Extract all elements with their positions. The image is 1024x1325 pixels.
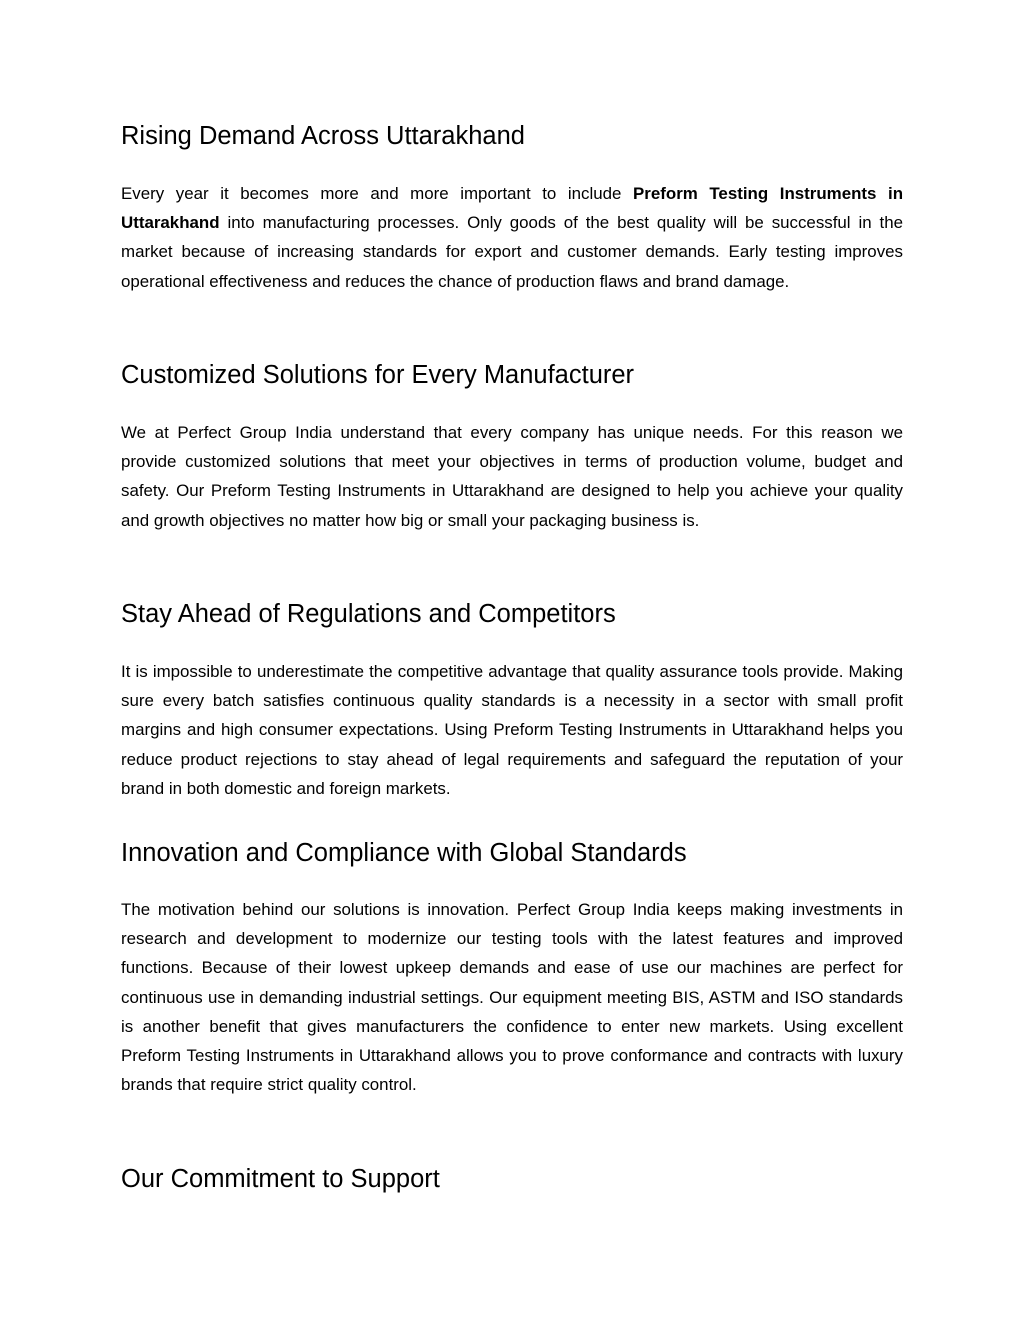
heading-commitment-support: Our Commitment to Support: [121, 1165, 440, 1193]
heading-rising-demand: Rising Demand Across Uttarakhand: [121, 122, 525, 150]
paragraph-rising-demand: [121, 179, 903, 296]
heading-stay-ahead: Stay Ahead of Regulations and Competitors: [121, 600, 616, 628]
heading-innovation-compliance: Innovation and Compliance with Global Standards: [121, 839, 687, 867]
paragraph-innovation-compliance: The motivation behind our solutions is innovation. Perfect Group India keeps making investments in research and development to modernize our testing tools with the latest features and improved functions. Because of their lowest upkeep demands and ease of use our machines are perfect for continuous use in demanding industrial settings. Our equipment meeting BIS, ASTM and ISO standards is another benefit that gives manufacturers the confidence to enter new markets. Using excellent Preform Testing Instruments in Uttarakhand allows you to prove conformance and contracts with luxury brands that require strict quality control.: [121, 900, 903, 1095]
paragraph-customized-solutions: We at Perfect Group India understand that every company has unique needs. For this reason we provide customized solutions that meet your objectives in terms of production volume, budget and safety. Our Preform Testing Instruments in Uttarakhand are designed to help you achieve your quality and growth objectives no matter how big or small your packaging business is.: [121, 423, 903, 530]
heading-customized-solutions: Customized Solutions for Every Manufacturer: [121, 361, 635, 389]
paragraph-text-start: Every year it becomes more and more important to include: [121, 184, 634, 203]
paragraph-text-end: into manufacturing processes. Only goods of the best quality will be successful in the market because of increasing standards for export and customer demands. Early testing improves operational effectiveness and reduces the chance of production flaws and brand damage.: [121, 213, 903, 291]
keyword-bold: Preform Testing Instruments in Uttarakhand: [121, 184, 904, 233]
paragraph-stay-ahead: It is impossible to underestimate the competitive advantage that quality assurance tools provide. Making sure every batch satisfies continuous quality standards is a necessity in a sector with small profit margins and high consumer expectations. Using Preform Testing Instruments in Uttarakhand helps you reduce product rejections to stay ahead of legal requirements and safeguard the reputation of your brand in both domestic and foreign markets.: [121, 662, 903, 798]
